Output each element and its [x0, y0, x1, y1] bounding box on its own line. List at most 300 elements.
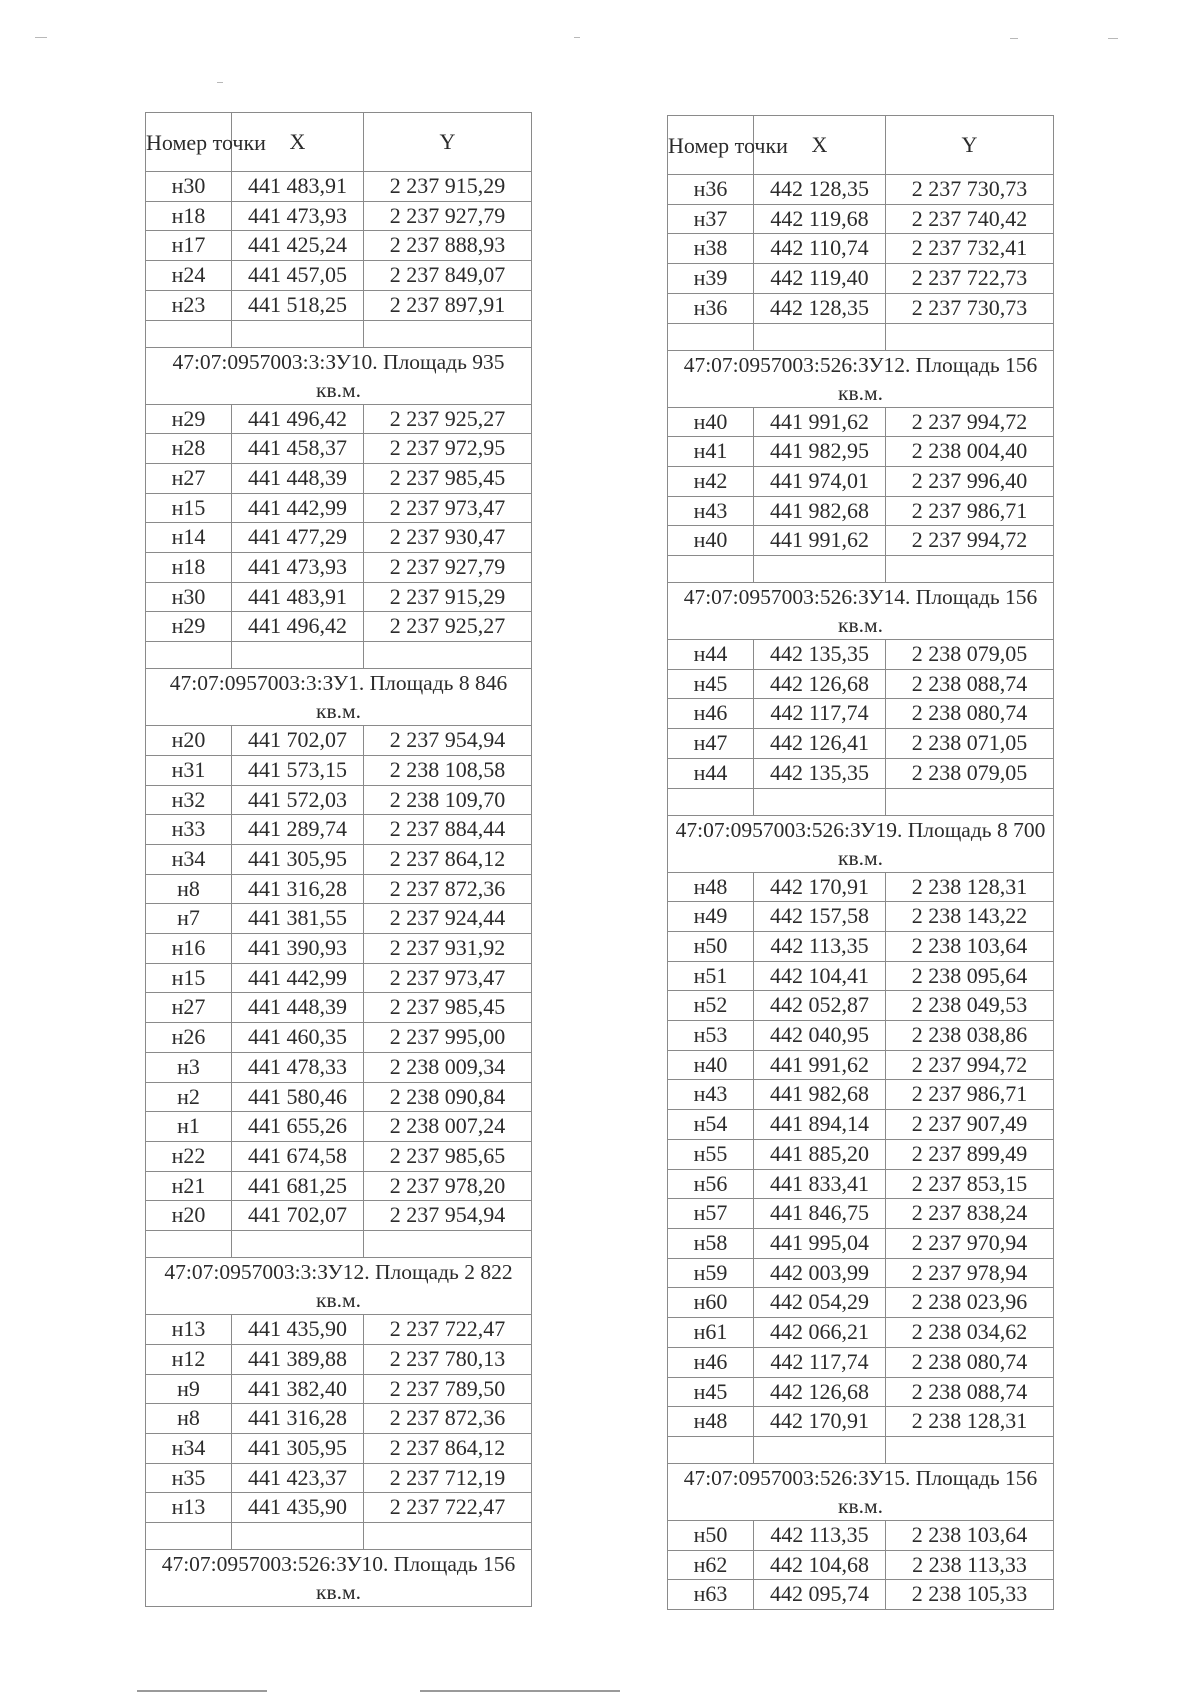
left-coordinates-table — [145, 112, 532, 1607]
y-coordinate-cell: 2 237 978,20 — [364, 1171, 532, 1201]
table-row — [668, 729, 1054, 759]
y-coordinate-cell: 2 237 780,13 — [364, 1344, 532, 1374]
y-coordinate-cell: 2 238 088,74 — [886, 1377, 1054, 1407]
point-number-cell: н8 — [146, 1404, 232, 1434]
parcel-title-row — [668, 815, 1054, 872]
x-coordinate-cell: 441 681,25 — [232, 1171, 364, 1201]
x-coordinate-cell: 441 458,37 — [232, 434, 364, 464]
x-coordinate-cell: 441 289,74 — [232, 815, 364, 845]
table-row — [668, 758, 1054, 788]
y-coordinate-cell: 2 238 009,34 — [364, 1052, 532, 1082]
point-number-cell: н8 — [146, 874, 232, 904]
point-number-cell: н18 — [146, 553, 232, 583]
parcel-title: 47:07:0957003:526:ЗУ19. Площадь 8 700 кв.м. — [668, 815, 1054, 872]
x-coordinate-cell: 442 095,74 — [754, 1580, 886, 1610]
parcel-title-row — [668, 583, 1054, 640]
x-coordinate-cell: 442 157,58 — [754, 902, 886, 932]
x-coordinate-cell: 442 104,68 — [754, 1550, 886, 1580]
point-number-cell: н44 — [668, 640, 754, 670]
x-coordinate-cell: 442 003,99 — [754, 1258, 886, 1288]
blank-separator-row — [146, 1231, 532, 1258]
y-coordinate-cell: 2 237 994,72 — [886, 407, 1054, 437]
table-row — [146, 844, 532, 874]
point-number-cell: н62 — [668, 1550, 754, 1580]
table-row — [146, 553, 532, 583]
y-coordinate-cell: 2 238 071,05 — [886, 729, 1054, 759]
point-number-cell: н17 — [146, 231, 232, 261]
x-coordinate-cell: 442 119,40 — [754, 264, 886, 294]
x-coordinate-cell: 442 066,21 — [754, 1318, 886, 1348]
scan-mark — [137, 1690, 267, 1692]
y-coordinate-cell: 2 237 864,12 — [364, 1433, 532, 1463]
x-coordinate-cell: 441 425,24 — [232, 231, 364, 261]
header-y: Y — [886, 116, 1054, 175]
point-number-cell: н29 — [146, 404, 232, 434]
x-coordinate-cell: 442 117,74 — [754, 699, 886, 729]
table-row — [146, 963, 532, 993]
table-row — [146, 261, 532, 291]
blank-cell — [146, 320, 232, 347]
table-row — [668, 1050, 1054, 1080]
x-coordinate-cell: 442 126,41 — [754, 729, 886, 759]
x-coordinate-cell: 441 573,15 — [232, 755, 364, 785]
y-coordinate-cell: 2 238 080,74 — [886, 1347, 1054, 1377]
blank-separator-row — [146, 1523, 532, 1550]
blank-cell — [886, 1436, 1054, 1463]
x-coordinate-cell: 442 128,35 — [754, 293, 886, 323]
x-coordinate-cell: 441 382,40 — [232, 1374, 364, 1404]
x-coordinate-cell: 442 117,74 — [754, 1347, 886, 1377]
point-number-cell: н7 — [146, 904, 232, 934]
point-number-cell: н44 — [668, 758, 754, 788]
point-number-cell: н43 — [668, 1080, 754, 1110]
blank-cell — [232, 1523, 364, 1550]
x-coordinate-cell: 442 054,29 — [754, 1288, 886, 1318]
y-coordinate-cell: 2 237 973,47 — [364, 963, 532, 993]
x-coordinate-cell: 442 113,35 — [754, 1520, 886, 1550]
y-coordinate-cell: 2 237 732,41 — [886, 234, 1054, 264]
point-number-cell: н48 — [668, 1407, 754, 1437]
x-coordinate-cell: 441 496,42 — [232, 612, 364, 642]
blank-cell — [364, 1523, 532, 1550]
x-coordinate-cell: 441 435,90 — [232, 1315, 364, 1345]
table-row — [146, 904, 532, 934]
x-coordinate-cell: 441 846,75 — [754, 1199, 886, 1229]
y-coordinate-cell: 2 237 740,42 — [886, 204, 1054, 234]
point-number-cell: н60 — [668, 1288, 754, 1318]
x-coordinate-cell: 441 991,62 — [754, 1050, 886, 1080]
table-row — [668, 264, 1054, 294]
blank-cell — [754, 556, 886, 583]
x-coordinate-cell: 441 496,42 — [232, 404, 364, 434]
y-coordinate-cell: 2 237 985,45 — [364, 463, 532, 493]
point-number-cell: н15 — [146, 963, 232, 993]
y-coordinate-cell: 2 237 864,12 — [364, 844, 532, 874]
y-coordinate-cell: 2 238 109,70 — [364, 785, 532, 815]
scan-mark — [420, 1690, 620, 1692]
point-number-cell: н24 — [146, 261, 232, 291]
x-coordinate-cell: 441 885,20 — [754, 1139, 886, 1169]
table-row — [146, 1082, 532, 1112]
point-number-cell: н42 — [668, 466, 754, 496]
y-coordinate-cell: 2 238 079,05 — [886, 640, 1054, 670]
point-number-cell: н63 — [668, 1580, 754, 1610]
point-number-cell: н14 — [146, 523, 232, 553]
x-coordinate-cell: 441 982,68 — [754, 1080, 886, 1110]
point-number-cell: н54 — [668, 1110, 754, 1140]
blank-cell — [886, 556, 1054, 583]
parcel-title: 47:07:0957003:526:ЗУ15. Площадь 156 кв.м. — [668, 1463, 1054, 1520]
point-number-cell: н16 — [146, 934, 232, 964]
table-row — [146, 1141, 532, 1171]
x-coordinate-cell: 441 991,62 — [754, 407, 886, 437]
y-coordinate-cell: 2 237 995,00 — [364, 1023, 532, 1053]
x-coordinate-cell: 441 460,35 — [232, 1023, 364, 1053]
table-row — [668, 872, 1054, 902]
y-coordinate-cell: 2 238 090,84 — [364, 1082, 532, 1112]
point-number-cell: н2 — [146, 1082, 232, 1112]
table-row — [146, 874, 532, 904]
point-number-cell: н45 — [668, 669, 754, 699]
table-row — [668, 1520, 1054, 1550]
y-coordinate-cell: 2 238 049,53 — [886, 991, 1054, 1021]
scan-mark — [1010, 38, 1018, 39]
table-row — [668, 175, 1054, 205]
table-row — [668, 496, 1054, 526]
point-number-cell: н37 — [668, 204, 754, 234]
point-number-cell: н40 — [668, 526, 754, 556]
y-coordinate-cell: 2 237 853,15 — [886, 1169, 1054, 1199]
y-coordinate-cell: 2 238 128,31 — [886, 1407, 1054, 1437]
blank-cell — [754, 788, 886, 815]
scan-mark — [1108, 38, 1118, 39]
scan-mark — [217, 82, 223, 83]
y-coordinate-cell: 2 237 972,95 — [364, 434, 532, 464]
y-coordinate-cell: 2 237 789,50 — [364, 1374, 532, 1404]
table-row — [146, 1201, 532, 1231]
x-coordinate-cell: 441 473,93 — [232, 201, 364, 231]
x-coordinate-cell: 441 448,39 — [232, 993, 364, 1023]
y-coordinate-cell: 2 237 994,72 — [886, 526, 1054, 556]
point-number-cell: н1 — [146, 1112, 232, 1142]
y-coordinate-cell: 2 238 103,64 — [886, 931, 1054, 961]
y-coordinate-cell: 2 237 915,29 — [364, 172, 532, 202]
blank-cell — [886, 788, 1054, 815]
point-number-cell: н20 — [146, 1201, 232, 1231]
x-coordinate-cell: 441 572,03 — [232, 785, 364, 815]
parcel-title-row — [146, 669, 532, 726]
point-number-cell: н18 — [146, 201, 232, 231]
point-number-cell: н57 — [668, 1199, 754, 1229]
point-number-cell: н56 — [668, 1169, 754, 1199]
point-number-cell: н28 — [146, 434, 232, 464]
y-coordinate-cell: 2 238 128,31 — [886, 872, 1054, 902]
point-number-cell: н40 — [668, 407, 754, 437]
y-coordinate-cell: 2 237 722,47 — [364, 1493, 532, 1523]
x-coordinate-cell: 441 580,46 — [232, 1082, 364, 1112]
y-coordinate-cell: 2 237 931,92 — [364, 934, 532, 964]
table-header-row — [146, 113, 532, 172]
table-row — [146, 1171, 532, 1201]
table-row — [146, 993, 532, 1023]
left-coordinates-table-container — [145, 112, 531, 1607]
table-row — [146, 201, 532, 231]
y-coordinate-cell: 2 237 930,47 — [364, 523, 532, 553]
point-number-cell: н26 — [146, 1023, 232, 1053]
x-coordinate-cell: 441 982,95 — [754, 437, 886, 467]
table-row — [668, 204, 1054, 234]
y-coordinate-cell: 2 237 986,71 — [886, 496, 1054, 526]
y-coordinate-cell: 2 237 996,40 — [886, 466, 1054, 496]
table-row — [668, 1199, 1054, 1229]
y-coordinate-cell: 2 238 004,40 — [886, 437, 1054, 467]
table-row — [668, 1347, 1054, 1377]
point-number-cell: н55 — [668, 1139, 754, 1169]
x-coordinate-cell: 441 702,07 — [232, 1201, 364, 1231]
x-coordinate-cell: 441 483,91 — [232, 172, 364, 202]
point-number-cell: н53 — [668, 1021, 754, 1051]
y-coordinate-cell: 2 238 095,64 — [886, 961, 1054, 991]
y-coordinate-cell: 2 237 978,94 — [886, 1258, 1054, 1288]
x-coordinate-cell: 441 995,04 — [754, 1228, 886, 1258]
point-number-cell: н20 — [146, 726, 232, 756]
x-coordinate-cell: 442 126,68 — [754, 1377, 886, 1407]
y-coordinate-cell: 2 237 899,49 — [886, 1139, 1054, 1169]
parcel-title: 47:07:0957003:3:ЗУ12. Площадь 2 822 кв.м. — [146, 1258, 532, 1315]
point-number-cell: н46 — [668, 699, 754, 729]
x-coordinate-cell: 441 655,26 — [232, 1112, 364, 1142]
y-coordinate-cell: 2 237 925,27 — [364, 612, 532, 642]
table-row — [668, 902, 1054, 932]
parcel-title-row — [668, 350, 1054, 407]
y-coordinate-cell: 2 238 105,33 — [886, 1580, 1054, 1610]
point-number-cell: н27 — [146, 463, 232, 493]
parcel-title: 47:07:0957003:3:ЗУ10. Площадь 935 кв.м. — [146, 347, 532, 404]
y-coordinate-cell: 2 237 925,27 — [364, 404, 532, 434]
point-number-cell: н39 — [668, 264, 754, 294]
y-coordinate-cell: 2 237 924,44 — [364, 904, 532, 934]
y-coordinate-cell: 2 237 838,24 — [886, 1199, 1054, 1229]
point-number-cell: н45 — [668, 1377, 754, 1407]
table-row — [146, 1315, 532, 1345]
point-number-cell: н48 — [668, 872, 754, 902]
table-row — [146, 785, 532, 815]
x-coordinate-cell: 442 170,91 — [754, 872, 886, 902]
table-row — [146, 1493, 532, 1523]
point-number-cell: н32 — [146, 785, 232, 815]
y-coordinate-cell: 2 237 973,47 — [364, 493, 532, 523]
x-coordinate-cell: 441 381,55 — [232, 904, 364, 934]
table-row — [668, 466, 1054, 496]
y-coordinate-cell: 2 238 108,58 — [364, 755, 532, 785]
header-point-number: Номер точки — [668, 116, 754, 175]
x-coordinate-cell: 441 442,99 — [232, 963, 364, 993]
table-row — [668, 437, 1054, 467]
blank-cell — [754, 323, 886, 350]
table-row — [668, 961, 1054, 991]
y-coordinate-cell: 2 237 970,94 — [886, 1228, 1054, 1258]
point-number-cell: н9 — [146, 1374, 232, 1404]
blank-cell — [146, 1231, 232, 1258]
blank-separator-row — [668, 556, 1054, 583]
y-coordinate-cell: 2 238 034,62 — [886, 1318, 1054, 1348]
table-row — [146, 815, 532, 845]
blank-cell — [668, 323, 754, 350]
table-row — [146, 1433, 532, 1463]
y-coordinate-cell: 2 238 007,24 — [364, 1112, 532, 1142]
x-coordinate-cell: 441 483,91 — [232, 582, 364, 612]
header-point-number: Номер точки — [146, 113, 232, 172]
table-row — [668, 1580, 1054, 1610]
table-row — [146, 231, 532, 261]
point-number-cell: н59 — [668, 1258, 754, 1288]
parcel-title: 47:07:0957003:526:ЗУ12. Площадь 156 кв.м. — [668, 350, 1054, 407]
x-coordinate-cell: 441 390,93 — [232, 934, 364, 964]
y-coordinate-cell: 2 238 113,33 — [886, 1550, 1054, 1580]
y-coordinate-cell: 2 238 079,05 — [886, 758, 1054, 788]
table-row — [668, 699, 1054, 729]
y-coordinate-cell: 2 237 994,72 — [886, 1050, 1054, 1080]
point-number-cell: н30 — [146, 172, 232, 202]
point-number-cell: н13 — [146, 1493, 232, 1523]
blank-separator-row — [146, 320, 532, 347]
parcel-title: 47:07:0957003:526:ЗУ10. Площадь 156 кв.м. — [146, 1550, 532, 1607]
y-coordinate-cell: 2 238 038,86 — [886, 1021, 1054, 1051]
y-coordinate-cell: 2 237 712,19 — [364, 1463, 532, 1493]
x-coordinate-cell: 441 478,33 — [232, 1052, 364, 1082]
x-coordinate-cell: 441 305,95 — [232, 844, 364, 874]
y-coordinate-cell: 2 238 143,22 — [886, 902, 1054, 932]
y-coordinate-cell: 2 237 722,73 — [886, 264, 1054, 294]
table-row — [668, 1407, 1054, 1437]
point-number-cell: н15 — [146, 493, 232, 523]
x-coordinate-cell: 441 448,39 — [232, 463, 364, 493]
point-number-cell: н13 — [146, 1315, 232, 1345]
point-number-cell: н50 — [668, 931, 754, 961]
table-row — [146, 172, 532, 202]
y-coordinate-cell: 2 237 915,29 — [364, 582, 532, 612]
blank-cell — [364, 320, 532, 347]
table-row — [668, 931, 1054, 961]
table-row — [668, 293, 1054, 323]
blank-cell — [754, 1436, 886, 1463]
x-coordinate-cell: 442 110,74 — [754, 234, 886, 264]
y-coordinate-cell: 2 237 872,36 — [364, 1404, 532, 1434]
blank-cell — [232, 320, 364, 347]
header-y: Y — [364, 113, 532, 172]
blank-cell — [886, 323, 1054, 350]
y-coordinate-cell: 2 238 080,74 — [886, 699, 1054, 729]
x-coordinate-cell: 441 473,93 — [232, 553, 364, 583]
y-coordinate-cell: 2 237 897,91 — [364, 290, 532, 320]
point-number-cell: н3 — [146, 1052, 232, 1082]
table-row — [668, 1228, 1054, 1258]
table-row — [668, 640, 1054, 670]
parcel-title: 47:07:0957003:526:ЗУ14. Площадь 156 кв.м. — [668, 583, 1054, 640]
point-number-cell: н43 — [668, 496, 754, 526]
parcel-title: 47:07:0957003:3:ЗУ1. Площадь 8 846 кв.м. — [146, 669, 532, 726]
point-number-cell: н31 — [146, 755, 232, 785]
x-coordinate-cell: 441 305,95 — [232, 1433, 364, 1463]
table-row — [668, 1288, 1054, 1318]
table-row — [668, 1169, 1054, 1199]
y-coordinate-cell: 2 237 849,07 — [364, 261, 532, 291]
point-number-cell: н38 — [668, 234, 754, 264]
x-coordinate-cell: 442 126,68 — [754, 669, 886, 699]
x-coordinate-cell: 442 119,68 — [754, 204, 886, 234]
y-coordinate-cell: 2 238 103,64 — [886, 1520, 1054, 1550]
scan-mark — [35, 37, 47, 38]
point-number-cell: н47 — [668, 729, 754, 759]
y-coordinate-cell: 2 237 888,93 — [364, 231, 532, 261]
point-number-cell: н36 — [668, 175, 754, 205]
x-coordinate-cell: 441 702,07 — [232, 726, 364, 756]
x-coordinate-cell: 441 982,68 — [754, 496, 886, 526]
table-row — [146, 1052, 532, 1082]
table-row — [668, 1080, 1054, 1110]
blank-cell — [232, 1231, 364, 1258]
blank-cell — [668, 556, 754, 583]
point-number-cell: н34 — [146, 844, 232, 874]
table-row — [146, 726, 532, 756]
y-coordinate-cell: 2 237 986,71 — [886, 1080, 1054, 1110]
x-coordinate-cell: 441 423,37 — [232, 1463, 364, 1493]
x-coordinate-cell: 441 833,41 — [754, 1169, 886, 1199]
y-coordinate-cell: 2 237 872,36 — [364, 874, 532, 904]
parcel-title-row — [146, 1258, 532, 1315]
y-coordinate-cell: 2 237 985,45 — [364, 993, 532, 1023]
x-coordinate-cell: 441 477,29 — [232, 523, 364, 553]
table-row — [668, 407, 1054, 437]
x-coordinate-cell: 442 052,87 — [754, 991, 886, 1021]
x-coordinate-cell: 441 894,14 — [754, 1110, 886, 1140]
table-row — [668, 1550, 1054, 1580]
y-coordinate-cell: 2 237 954,94 — [364, 1201, 532, 1231]
x-coordinate-cell: 442 104,41 — [754, 961, 886, 991]
table-row — [668, 526, 1054, 556]
y-coordinate-cell: 2 238 088,74 — [886, 669, 1054, 699]
point-number-cell: н23 — [146, 290, 232, 320]
right-coordinates-table — [667, 115, 1054, 1610]
table-row — [146, 463, 532, 493]
blank-cell — [364, 642, 532, 669]
table-row — [146, 1344, 532, 1374]
parcel-title-row — [146, 1550, 532, 1607]
x-coordinate-cell: 442 128,35 — [754, 175, 886, 205]
table-row — [146, 1404, 532, 1434]
y-coordinate-cell: 2 237 884,44 — [364, 815, 532, 845]
x-coordinate-cell: 441 991,62 — [754, 526, 886, 556]
parcel-title-row — [146, 347, 532, 404]
x-coordinate-cell: 442 113,35 — [754, 931, 886, 961]
table-row — [668, 234, 1054, 264]
blank-cell — [668, 788, 754, 815]
x-coordinate-cell: 441 442,99 — [232, 493, 364, 523]
header-x: X — [232, 113, 364, 172]
blank-separator-row — [146, 642, 532, 669]
table-row — [146, 582, 532, 612]
blank-separator-row — [668, 1436, 1054, 1463]
point-number-cell: н51 — [668, 961, 754, 991]
x-coordinate-cell: 442 040,95 — [754, 1021, 886, 1051]
point-number-cell: н49 — [668, 902, 754, 932]
point-number-cell: н34 — [146, 1433, 232, 1463]
point-number-cell: н41 — [668, 437, 754, 467]
point-number-cell: н22 — [146, 1141, 232, 1171]
y-coordinate-cell: 2 237 985,65 — [364, 1141, 532, 1171]
blank-separator-row — [668, 788, 1054, 815]
y-coordinate-cell: 2 237 730,73 — [886, 293, 1054, 323]
